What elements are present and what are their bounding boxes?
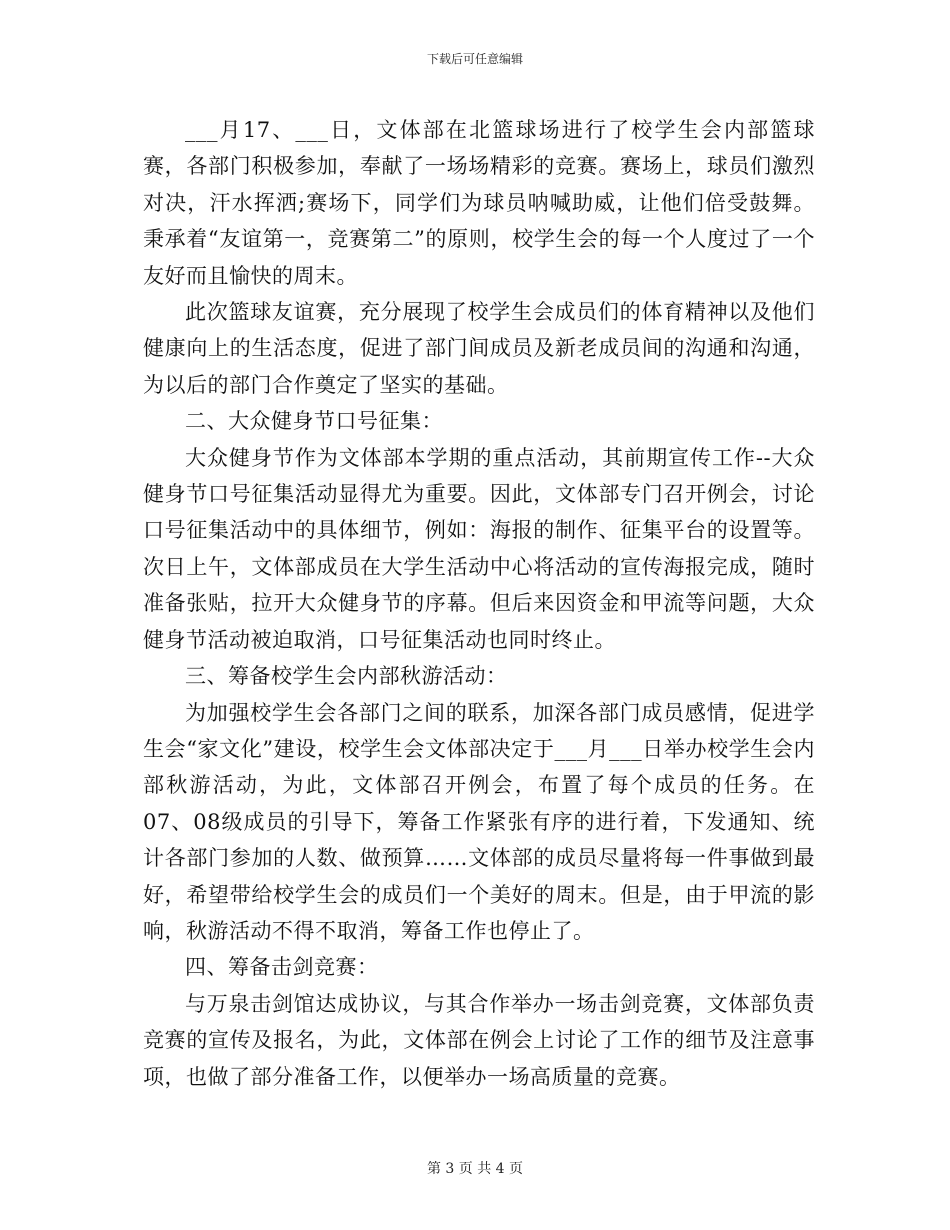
document-body [143,112,815,1095]
section-heading-fencing: 四、筹备击剑竞赛： [185,955,379,980]
paragraph-basketball-summary: 此次篮球友谊赛，充分展现了校学生会成员们的体育精神以及他们健康向上的生活态度，促进了部门间成员及新老成员间的沟通和沟通，为以后的部门合作奠定了坚实的基础。 [143,300,815,397]
page-header: 下载后可任意编辑 [426,52,523,66]
paragraph-basketball-match: ___月17、___日，文体部在北篮球场进行了校学生会内部篮球赛，各部门积极参加，奉献了一场场精彩的竞赛。赛场上，球员们激烈对决，汗水挥洒;赛场下，同学们为球员呐喊助威，让他们倍受鼓舞。秉承着“友谊第一，竞赛第二”的原则，校学生会的每一个人度过了一个友好而且愉快的周末。 [143,118,815,288]
section-heading-slogan: 二、大众健身节口号征集： [185,409,443,434]
section-heading-autumn-trip: 三、筹备校学生会内部秋游活动： [185,664,508,689]
paragraph-fencing: 与万泉击剑馆达成协议，与其合作举办一场击剑竞赛，文体部负责竞赛的宣传及报名，为此，文体部在例会上讨论了工作的细节及注意事项，也做了部分准备工作，以便举办一场高质量的竞赛。 [143,991,815,1089]
page-footer: 第 3 页 共 4 页 [426,1161,524,1177]
paragraph-slogan-collection: 大众健身节作为文体部本学期的重点活动，其前期宣传工作--大众健身节口号征集活动显得尤为重要。因此，文体部专门召开例会，讨论口号征集活动中的具体细节，例如：海报的制作、征集平台的设置等。次日上午，文体部成员在大学生活动中心将活动的宣传海报完成，随时准备张贴，拉开大众健身节的序幕。但后来因资金和甲流等问题，大众健身节活动被迫取消，口号征集活动也同时终止。 [143,445,815,652]
paragraph-autumn-trip: 为加强校学生会各部门之间的联系，加深各部门成员感情，促进学生会“家文化”建设，校学生会文体部决定于___月___日举办校学生会内部秋游活动，为此，文体部召开例会，布置了每个成员的任务。在07、08级成员的引导下，筹备工作紧张有序的进行着，下发通知、统计各部门参加的人数、做预算……文体部的成员尽量将每一件事做到最好，希望带给校学生会的成员们一个美好的周末。但是，由于甲流的影响，秋游活动不得不取消，筹备工作也停止了。 [143,700,815,943]
